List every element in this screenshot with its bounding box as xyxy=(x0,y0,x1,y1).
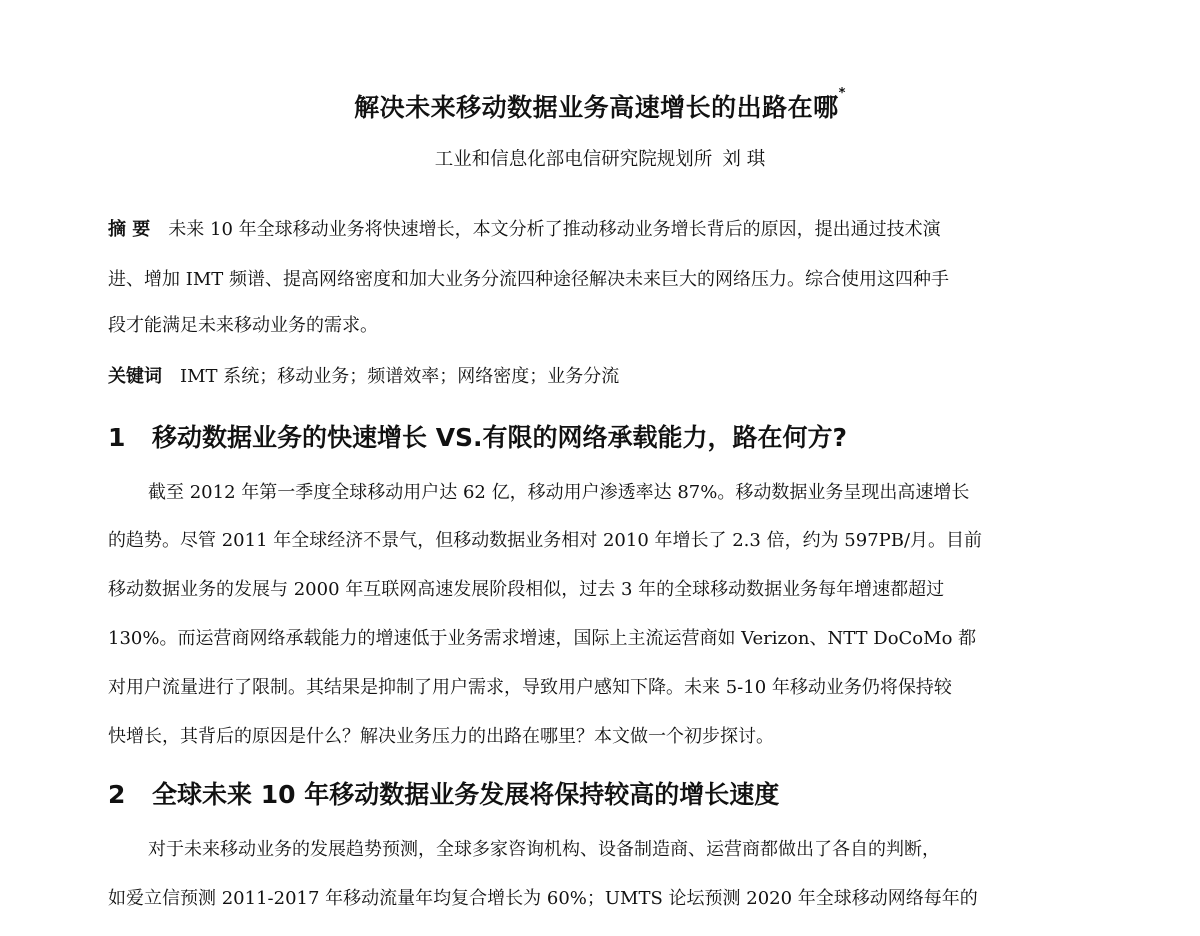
section-number: 2 xyxy=(108,780,126,809)
body-line: 对于未来移动业务的发展趋势预测，全球多家咨询机构、设备制造商、运营商都做出了各自的判断， xyxy=(148,839,940,860)
keywords-text: IMT 系统；移动业务；频谱效率；网络密度；业务分流 xyxy=(180,366,620,387)
body-line: 130%。而运营商网络承载能力的增速低于业务需求增速，国际上主流运营商如 Verizon、NTT DoCoMo 都 xyxy=(108,628,977,649)
keywords-line xyxy=(108,365,619,389)
body-line: 快增长，其背后的原因是什么？解决业务压力的出路在哪里？本文做一个初步探讨。 xyxy=(108,726,774,747)
section-heading xyxy=(108,418,847,454)
author-name: 刘 琪 xyxy=(722,149,766,170)
affiliation: 工业和信息化部电信研究院规划所 xyxy=(434,149,713,170)
abstract-line xyxy=(108,218,941,242)
abstract-line: 进、增加 IMT 频谱、提高网络密度和加大业务分流四种途径解决未来巨大的网络压力。综合使用这四种手 xyxy=(108,269,949,290)
section-heading xyxy=(108,775,779,811)
body-line: 的趋势。尽管 2011 年全球经济不景气，但移动数据业务相对 2010 年增长了 2.3 倍，约为 597PB/月。目前 xyxy=(108,530,983,551)
title-footnote-mark: * xyxy=(838,86,846,101)
body-line: 对用户流量进行了限制。其结果是抑制了用户需求，导致用户感知下降。未来 5-10 年移动业务仍将保持较 xyxy=(108,677,952,698)
body-line: 如爱立信预测 2011-2017 年移动流量年均复合增长为 60%；UMTS 论坛预测 2020 年全球移动网络每年的 xyxy=(108,888,978,909)
body-line: 截至 2012 年第一季度全球移动用户达 62 亿，移动用户渗透率达 87%。移动数据业务呈现出高速增长 xyxy=(148,482,970,503)
section-title: 移动数据业务的快速增长 VS.有限的网络承载能力，路在何方? xyxy=(152,423,848,452)
paper-title-text: 解决未来移动数据业务高速增长的出路在哪 xyxy=(354,93,839,122)
section-number: 1 xyxy=(108,423,126,452)
section-title: 全球未来 10 年移动数据业务发展将保持较高的增长速度 xyxy=(152,780,780,809)
paper-title xyxy=(0,88,1200,124)
abstract-line: 段才能满足未来移动业务的需求。 xyxy=(108,315,378,336)
keywords-label: 关键词 xyxy=(108,366,162,387)
author-line xyxy=(0,145,1200,171)
body-line: 移动数据业务的发展与 2000 年互联网高速发展阶段相似，过去 3 年的全球移动数据业务每年增速都超过 xyxy=(108,579,945,600)
abstract-text: 未来 10 年全球移动业务将快速增长，本文分析了推动移动业务增长背后的原因，提出通过技术演 xyxy=(168,219,941,240)
abstract-label: 摘 要 xyxy=(108,219,151,240)
